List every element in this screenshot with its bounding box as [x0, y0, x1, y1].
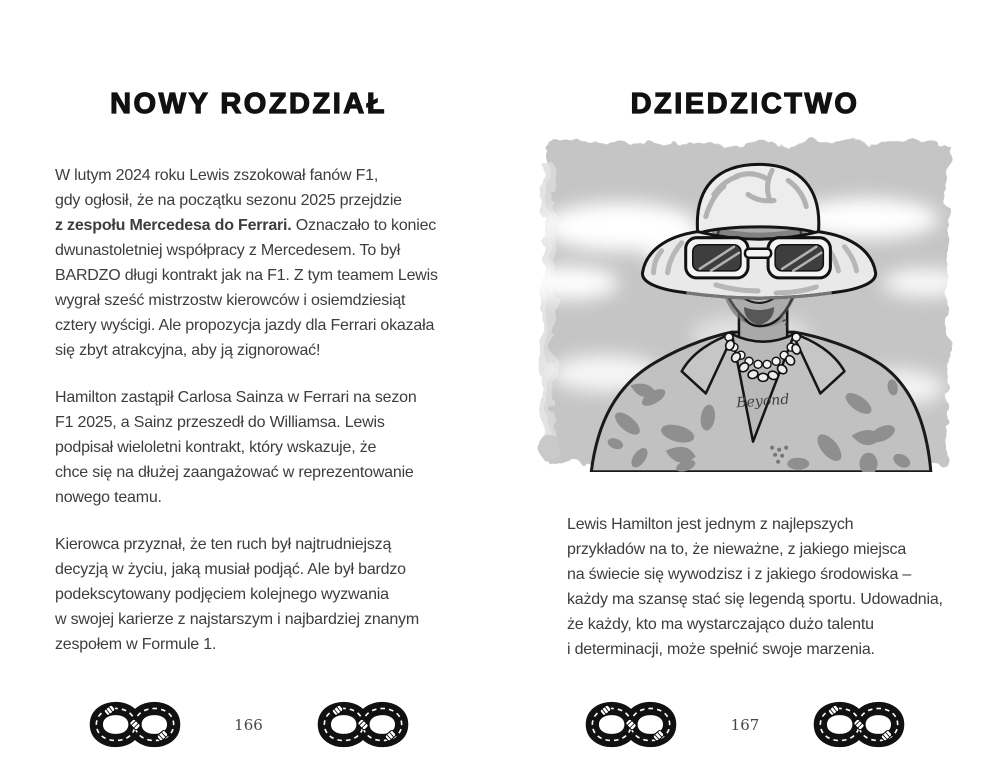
- page-number-left: 166: [234, 715, 263, 734]
- text-line: się zbyt atrakcyjna, aby ją zignorować!: [55, 342, 321, 359]
- right-text-block: [567, 512, 943, 684]
- chapter-title-right: DZIEDZICTWO: [630, 88, 860, 120]
- infinity-racetrack-icon: [813, 695, 905, 754]
- text-line: podpisał wieloletni kontrakt, który wskazuje, że: [55, 439, 377, 456]
- text-line: każdy ma szansę stać się legendą sportu. Udowadnia,: [567, 591, 943, 608]
- text-line: zespołem w Formule 1.: [55, 636, 217, 653]
- infinity-racetrack-icon: [89, 695, 181, 754]
- right-page-footer: [497, 695, 993, 754]
- text-line: że każdy, kto ma wystarczająco dużo talentu: [567, 616, 874, 633]
- text-line: F1 2025, a Sainz przeszedł do Williamsa. Lewis: [55, 414, 385, 431]
- paragraph: [55, 385, 438, 510]
- text-line: podekscytowany podjęciem kolejnego wyzwania: [55, 586, 389, 603]
- paragraph: [55, 163, 438, 363]
- right-page: [497, 0, 993, 768]
- text-line: i determinacji, może spełnić swoje marzenia.: [567, 641, 875, 658]
- infinity-racetrack-icon: [585, 695, 677, 754]
- text-line: cztery wyścigi. Ale propozycja jazdy dla Ferrari okazała: [55, 317, 435, 334]
- text-line: BARDZO długi kontrakt jak na F1. Z tym teamem Lewis: [55, 267, 438, 284]
- chapter-title-left: NOWY ROZDZIAŁ: [110, 88, 387, 120]
- text-line: Lewis Hamilton jest jednym z najlepszych: [567, 516, 854, 533]
- text-line: Hamilton zastąpił Carlosa Sainza w Ferrari na sezon: [55, 389, 417, 406]
- text-line: nowego teamu.: [55, 489, 162, 506]
- text-line: dwunastoletniej współpracy z Mercedesem. To był: [55, 242, 401, 259]
- page-number-right: 167: [730, 715, 760, 734]
- left-text-block: [55, 163, 438, 679]
- paragraph: [55, 532, 438, 657]
- text-line: przykładów na to, że nieważne, z jakiego miejsca: [567, 541, 907, 558]
- text-line: Kierowca przyznał, że ten ruch był najtrudniejszą: [55, 536, 392, 553]
- text-line: decyzją w życiu, jaką musiał podjąć. Ale był bardzo: [55, 561, 406, 578]
- text-line: z zespołu Mercedesa do Ferrari. Oznaczało to koniec: [55, 217, 437, 234]
- text-line: w swojej karierze z najstarszym i najbardziej znanym: [55, 611, 419, 628]
- text-line: chce się na dłużej zaangażować w reprezentowanie: [55, 464, 414, 481]
- chest-tattoo-text: Beyond: [735, 391, 790, 412]
- paragraph: [567, 512, 943, 662]
- text-line: W lutym 2024 roku Lewis zszokował fanów F1,: [55, 167, 379, 184]
- left-page-footer: [0, 695, 497, 754]
- lewis-hamilton-portrait-illustration: [535, 134, 961, 472]
- text-line: na świecie się wywodzisz i z jakiego środowiska –: [567, 566, 912, 583]
- infinity-racetrack-icon: [317, 695, 409, 754]
- text-line: gdy ogłosił, że na początku sezonu 2025 przejdzie: [55, 192, 402, 209]
- text-line: wygrał sześć mistrzostw kierowców i osiemdziesiąt: [55, 292, 406, 309]
